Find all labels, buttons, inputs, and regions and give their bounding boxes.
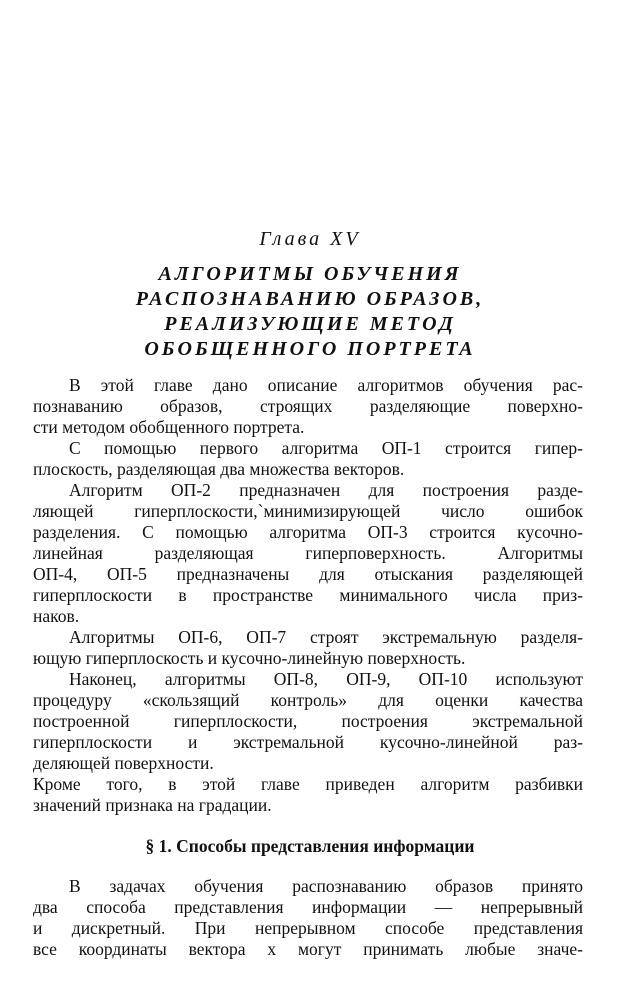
paragraph-line: два способа представления информации — непрерывный — [33, 897, 583, 917]
paragraph-line: гиперплоскости в пространстве минимального числа приз- — [33, 585, 583, 605]
section-heading: § 1. Способы представления информации — [145, 836, 475, 856]
chapter-title-line: АЛГОРИТМЫ ОБУЧЕНИЯ — [158, 263, 462, 285]
chapter-label: Глава XV — [259, 228, 361, 250]
paragraph-line: В задачах обучения распознаванию образов принято — [69, 876, 583, 896]
chapter-title-line: РЕАЛИЗУЮЩИЕ МЕТОД — [164, 313, 456, 335]
paragraph-line: ющую гиперплоскость и кусочно-линейную поверхность. — [33, 648, 466, 668]
paragraph-line: гиперплоскости и экстремальной кусочно-линейной раз- — [33, 732, 583, 752]
paragraph-line: и дискретный. При непрерывном способе представления — [33, 918, 583, 938]
paragraph-line: сти методом обобщенного портрета. — [33, 417, 305, 437]
paragraph-line: С помощью первого алгоритма ОП-1 строится гипер- — [69, 438, 583, 458]
paragraph-line: Алгоритм ОП-2 предназначен для построения разде- — [69, 480, 583, 500]
paragraph-line: Наконец, алгоритмы ОП-8, ОП-9, ОП-10 используют — [69, 669, 583, 689]
paragraph-line: познаванию образов, строящих разделяющие поверхно- — [33, 396, 583, 416]
chapter-title — [60, 262, 560, 362]
paragraph-line: Алгоритмы ОП-6, ОП-7 строят экстремальную разделя- — [69, 627, 583, 647]
paragraph-line: В этой главе дано описание алгоритмов обучения рас- — [69, 375, 583, 395]
paragraph-line: линейная разделяющая гиперповерхность. Алгоритмы — [33, 543, 583, 563]
paragraph-line: значений признака на градации. — [33, 795, 272, 815]
paragraph-line: ОП-4, ОП-5 предназначены для отыскания разделяющей — [33, 564, 583, 584]
chapter-title-line: РАСПОЗНАВАНИЮ ОБРАЗОВ, — [135, 288, 485, 310]
paragraph-line: разделения. С помощью алгоритма ОП-3 строится кусочно- — [33, 522, 583, 542]
paragraph-line: построенной гиперплоскости, построения экстремальной — [33, 711, 583, 731]
paragraph-line: Кроме того, в этой главе приведен алгоритм разбивки — [33, 774, 583, 794]
paragraph-line: плоскость, разделяющая два множества векторов. — [33, 459, 405, 479]
chapter-title-line: ОБОБЩЕННОГО ПОРТРЕТА — [144, 338, 476, 360]
paragraph-line: наков. — [33, 606, 80, 626]
paragraph-line: ляющей гиперплоскости,`минимизирующей число ошибок — [33, 501, 583, 521]
paragraph-line: все координаты вектора x могут принимать любые значе- — [33, 939, 583, 959]
paragraph-line: процедуру «скользящий контроль» для оценки качества — [33, 690, 583, 710]
paragraph-line: деляющей поверхности. — [33, 753, 214, 773]
